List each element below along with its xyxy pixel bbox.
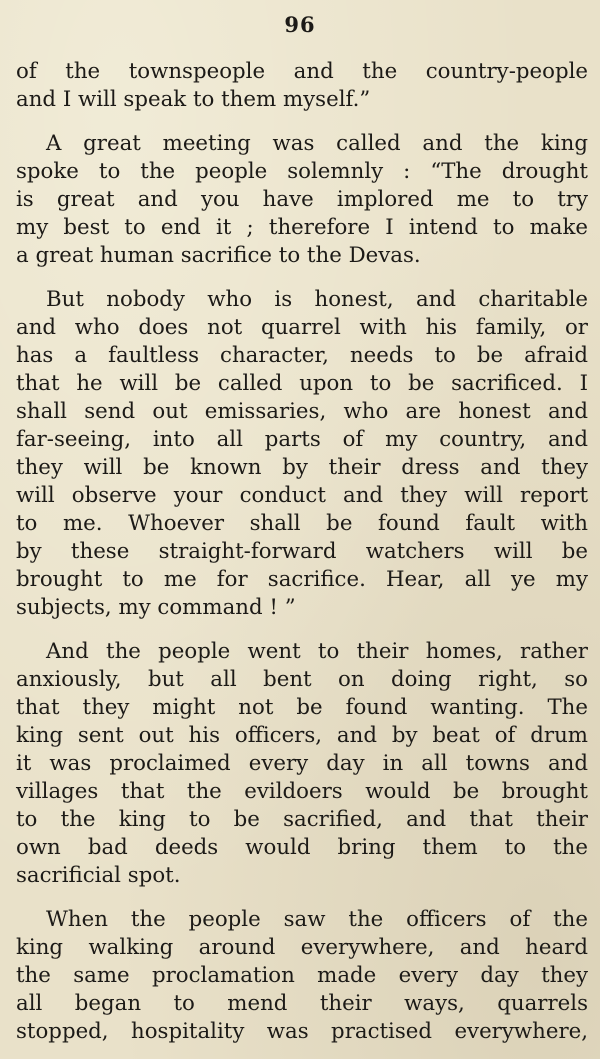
text-line: to the king to be sacrified, and that their: [16, 807, 588, 832]
text-line: shall send out emissaries, who are honest and: [16, 399, 588, 424]
text-line: A great meeting was called and the king: [46, 131, 588, 156]
text-line: a great human sacrifice to the Devas.: [16, 243, 421, 268]
text-line: and who does not quarrel with his family, or: [16, 315, 588, 340]
paragraph: [16, 286, 588, 622]
text-line: king walking around everywhere, and heard: [16, 935, 588, 960]
text-line: subjects, my command ! ”: [16, 595, 296, 620]
text-line: anxiously, but all bent on doing right, so: [16, 667, 588, 692]
text-line: the same proclamation made every day they: [16, 963, 588, 988]
text-line: far-seeing, into all parts of my country, and: [16, 427, 588, 452]
text-line: that they might not be found wanting. The: [16, 695, 588, 720]
text-line: that he will be called upon to be sacrificed. I: [16, 371, 588, 396]
text-line: will observe your conduct and they will report: [16, 483, 588, 508]
text-line: by these straight-forward watchers will be: [16, 539, 588, 564]
body-text: [16, 58, 588, 1046]
text-line: it was proclaimed every day in all towns and: [16, 751, 588, 776]
text-line: But nobody who is honest, and charitable: [46, 287, 588, 312]
text-line: and I will speak to them myself.”: [16, 87, 371, 112]
text-line: my best to end it ; therefore I intend to make: [16, 215, 588, 240]
text-line: sacrificial spot.: [16, 863, 181, 888]
paragraph: [16, 130, 588, 270]
text-line: stopped, hospitality was practised everywhere,: [16, 1019, 588, 1044]
paragraph: [16, 906, 588, 1046]
paragraph: [16, 638, 588, 890]
text-line: all began to mend their ways, quarrels: [16, 991, 588, 1016]
text-line: king sent out his officers, and by beat of drum: [16, 723, 588, 748]
page-number: 96: [284, 12, 316, 37]
text-line: And the people went to their homes, rather: [46, 639, 588, 664]
text-line: spoke to the people solemnly : “The drought: [16, 159, 588, 184]
text-line: villages that the evildoers would be brought: [16, 779, 588, 804]
text-line: is great and you have implored me to try: [16, 187, 588, 212]
text-line: has a faultless character, needs to be afraid: [16, 343, 588, 368]
text-line: to me. Whoever shall be found fault with: [16, 511, 588, 536]
text-line: brought to me for sacrifice. Hear, all ye my: [16, 567, 588, 592]
text-line: When the people saw the officers of the: [46, 907, 588, 932]
text-line: they will be known by their dress and they: [16, 455, 588, 480]
text-line: of the townspeople and the country-people: [16, 59, 588, 84]
paragraph: [16, 58, 588, 114]
text-line: own bad deeds would bring them to the: [16, 835, 588, 860]
